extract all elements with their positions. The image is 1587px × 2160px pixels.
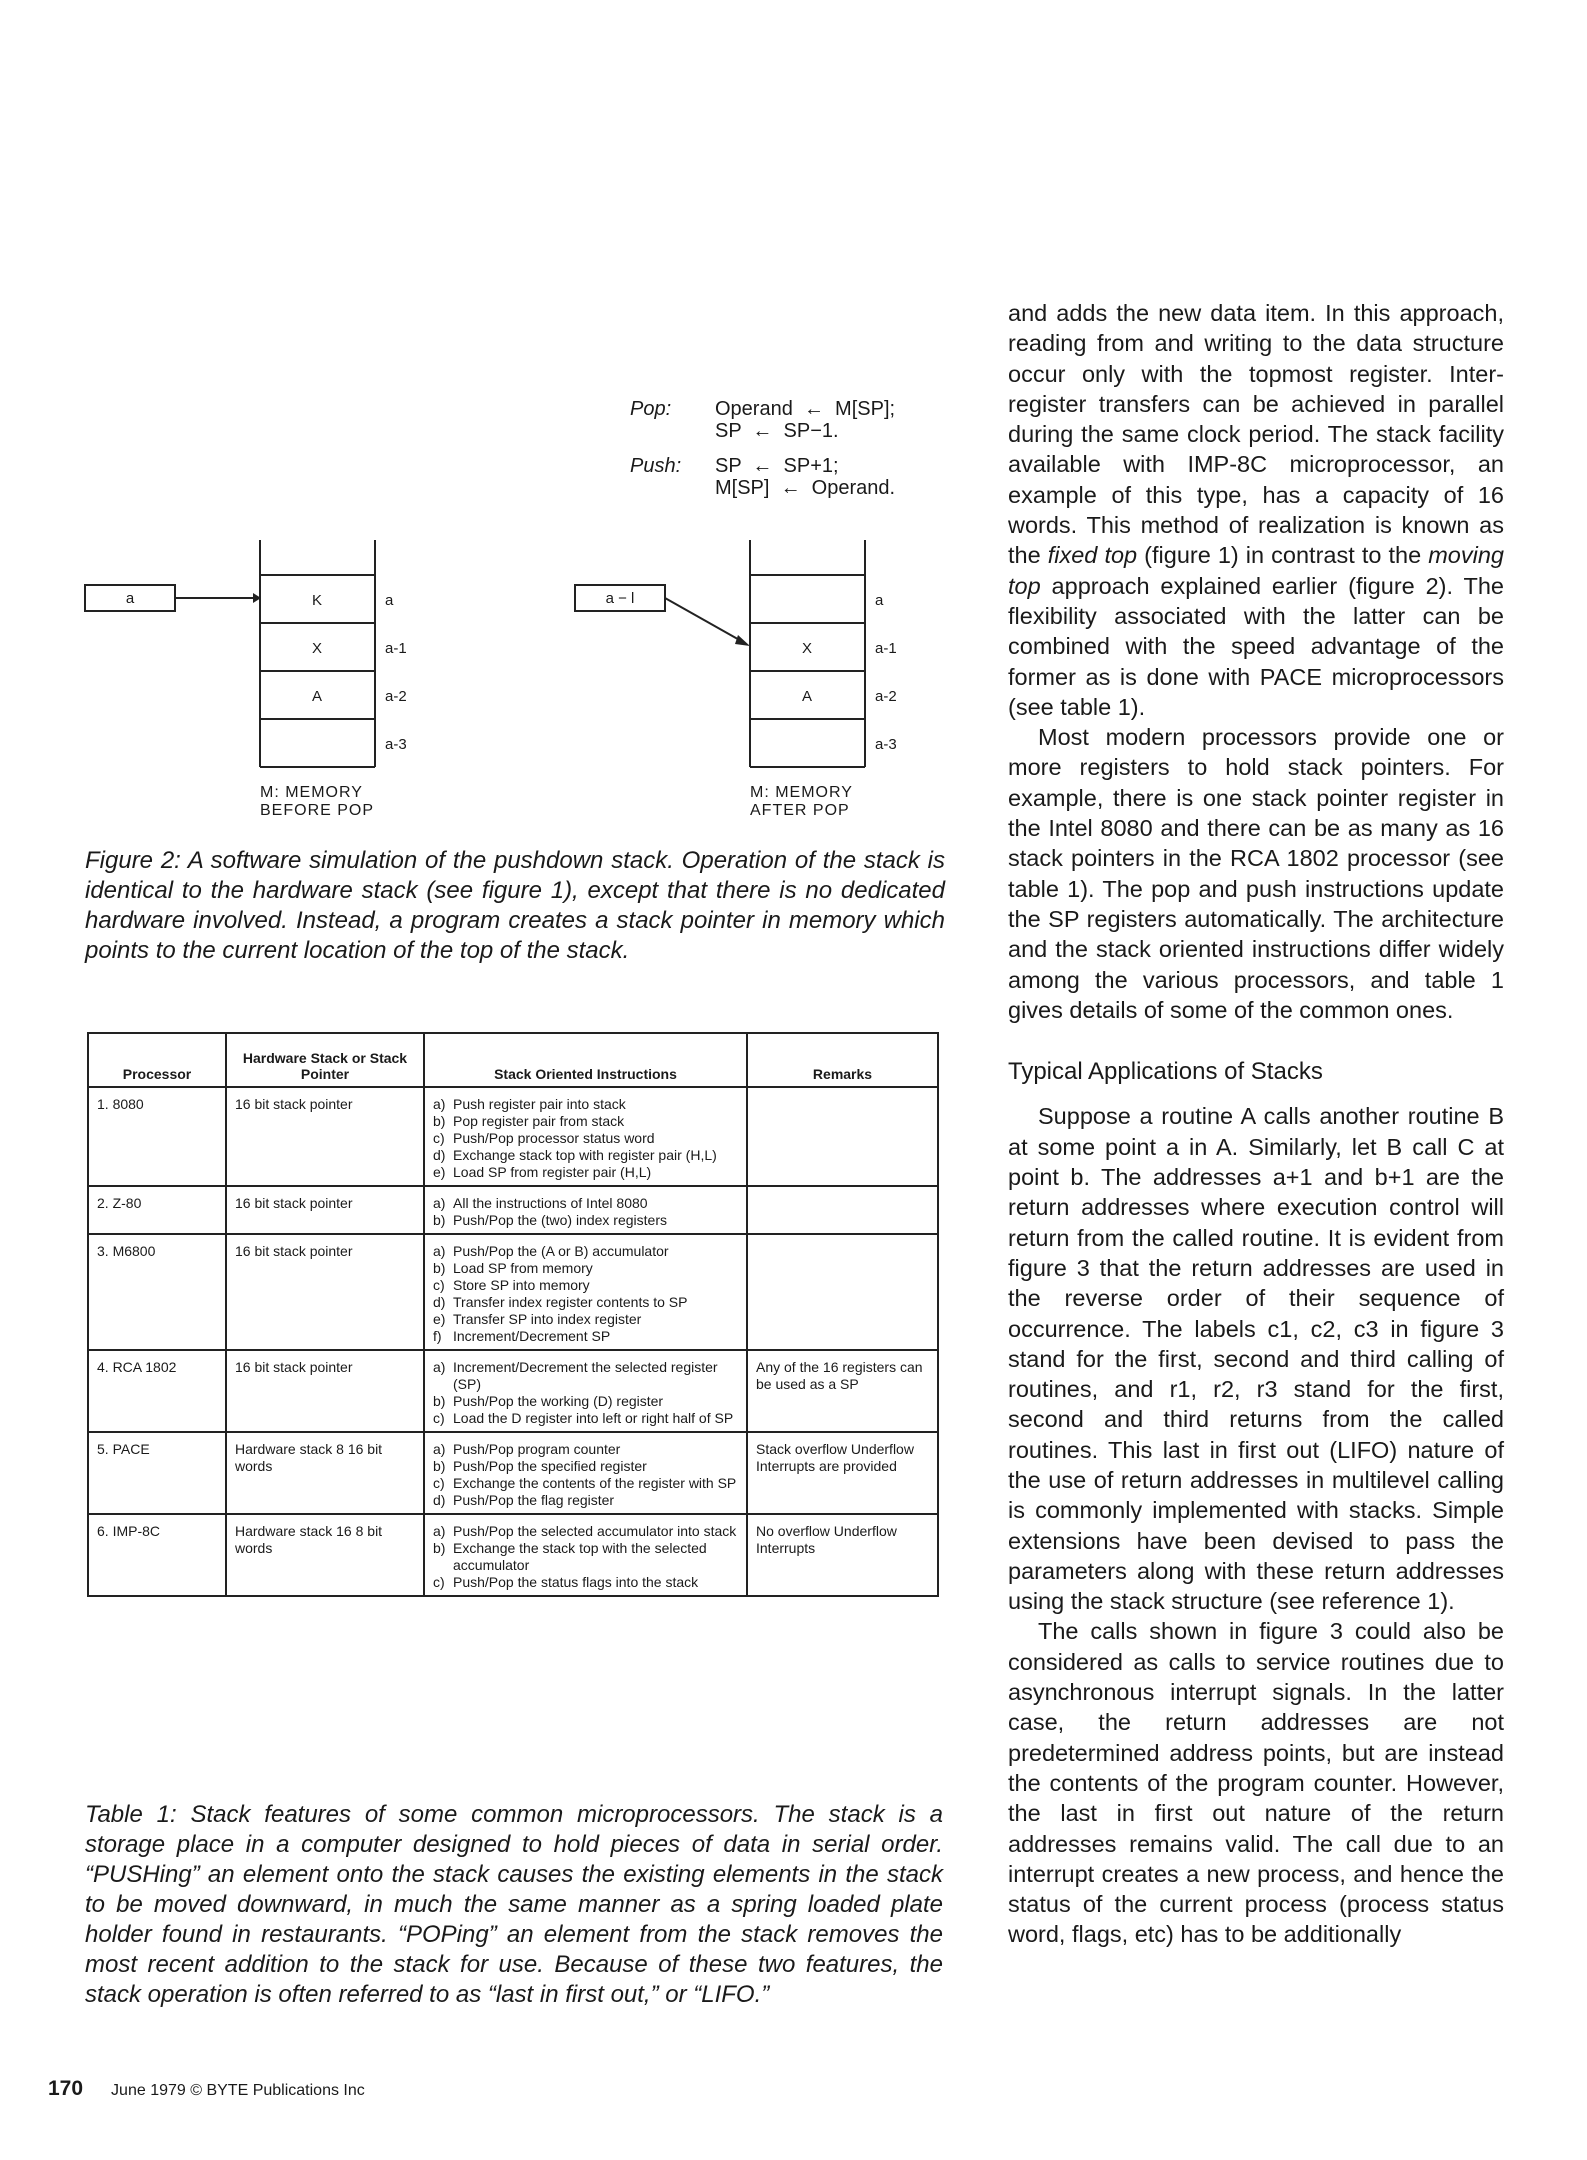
cell-remarks <box>747 1087 938 1186</box>
address-a: a <box>385 592 394 609</box>
instruction-item <box>433 1410 738 1427</box>
instruction-text: Push/Pop the selected accumulator into stack <box>453 1523 737 1539</box>
cell-hardware: Hardware stack 16 8 bit words <box>226 1514 424 1596</box>
header-hardware: Hardware Stack or Stack Pointer <box>226 1033 424 1087</box>
instruction-item <box>433 1195 738 1212</box>
instruction-text: Push/Pop processor status word <box>453 1130 655 1146</box>
instruction-text: Transfer index register contents to SP <box>453 1294 688 1310</box>
instruction-letter: c) <box>433 1277 445 1293</box>
instruction-text: Push/Pop the flag register <box>453 1492 615 1508</box>
instruction-text: Push/Pop the specified register <box>453 1458 647 1474</box>
memory-after-caption: M: MEMORY AFTER POP <box>750 784 853 819</box>
cell-instructions <box>424 1350 747 1432</box>
instruction-text: Load the D register into left or right half of SP <box>453 1410 734 1426</box>
cell-processor: 4. RCA 1802 <box>88 1350 226 1432</box>
header-remarks: Remarks <box>747 1033 938 1087</box>
instruction-letter: b) <box>433 1393 446 1409</box>
table-header-row <box>88 1033 938 1087</box>
instruction-letter: a) <box>433 1243 446 1259</box>
instruction-letter: d) <box>433 1492 446 1508</box>
instruction-item <box>433 1294 738 1311</box>
instruction-letter: c) <box>433 1130 445 1146</box>
table-row <box>88 1350 938 1432</box>
instruction-text: Exchange the contents of the register with SP <box>453 1475 737 1491</box>
instruction-letter: b) <box>433 1540 446 1556</box>
instruction-item <box>433 1243 738 1260</box>
instruction-text: Exchange stack top with register pair (H,L) <box>453 1147 717 1163</box>
instruction-letter: b) <box>433 1212 446 1228</box>
instruction-item <box>433 1523 738 1540</box>
table-row <box>88 1087 938 1186</box>
header-instructions: Stack Oriented Instructions <box>424 1033 747 1087</box>
push-line-1: SP ← SP+1; <box>715 455 839 477</box>
cell-remarks <box>747 1186 938 1234</box>
paragraph-3: Suppose a routine A calls another routine B at some point a in A. Similarly, let B call C at point b. The addresses a+1 and b+1 are the return addresses where execution control will return from the called routine. It is evident from figure 3 that the return addresses are used in the reverse order of their sequence of occurrence. The labels c1, c2, c3 in figure 3 stand for the first, second and third calling of routines, and r1, r2, r3 stand for the first, second and third returns from the called routines. This last in first out (LIFO) nature of the use of return addresses in multilevel calling is commonly implemented with stacks. Simple extensions have been devised to pass the parameters along with these return addresses using the stack structure (see reference 1). <box>1008 1103 1504 1615</box>
instruction-letter: a) <box>433 1359 446 1375</box>
page-number: 170 <box>48 2077 84 2100</box>
table-row <box>88 1514 938 1596</box>
address-a-1: a-1 <box>385 640 407 657</box>
cell-remarks <box>747 1234 938 1350</box>
instruction-item <box>433 1359 738 1393</box>
instruction-text: Push/Pop the status flags into the stack <box>453 1574 699 1590</box>
cell-hardware: 16 bit stack pointer <box>226 1087 424 1186</box>
instruction-text: Transfer SP into index register <box>453 1311 642 1327</box>
instruction-letter: b) <box>433 1113 446 1129</box>
pointer-arrowhead <box>735 635 750 646</box>
cell-processor: 6. IMP-8C <box>88 1514 226 1596</box>
instruction-text: Load SP from memory <box>453 1260 593 1276</box>
instruction-item <box>433 1328 738 1345</box>
cell-remarks: Any of the 16 registers can be used as a SP <box>747 1350 938 1432</box>
instruction-letter: a) <box>433 1195 446 1211</box>
header-processor: Processor <box>88 1033 226 1087</box>
instruction-item <box>433 1458 738 1475</box>
instruction-text: Push register pair into stack <box>453 1096 626 1112</box>
section-heading: Typical Applications of Stacks <box>1008 1058 1323 1086</box>
instruction-letter: a) <box>433 1096 446 1112</box>
pop-line-1: Operand ← M[SP]; <box>715 398 896 420</box>
instruction-item <box>433 1277 738 1294</box>
instruction-item <box>433 1212 738 1229</box>
instruction-item <box>433 1147 738 1164</box>
address-a: a <box>875 592 884 609</box>
right-column-text <box>1008 298 1504 1950</box>
cell-processor: 3. M6800 <box>88 1234 226 1350</box>
cell-instructions <box>424 1432 747 1514</box>
instruction-item <box>433 1164 738 1181</box>
instruction-item <box>433 1540 738 1574</box>
pointer-value: a − l <box>605 590 635 607</box>
instruction-item <box>433 1475 738 1492</box>
instruction-item <box>433 1096 738 1113</box>
instruction-letter: a) <box>433 1523 446 1539</box>
instruction-text: Exchange the stack top with the selected accumulator <box>453 1540 707 1573</box>
paragraph-4: The calls shown in figure 3 could also be considered as calls to service routines due to asynchronous interrupt signals. In the latter case, the return addresses are not predetermined address points, but are instead the contents of the program counter. However, the last in first out nature of the return addresses remains valid. The call due to an interrupt creates a new process, and hence the status of the current process (process status word, flags, etc) has to be additionally <box>1008 1618 1504 1948</box>
memory-before-pop-diagram <box>80 535 440 785</box>
pointer-arrow <box>665 598 743 642</box>
instruction-letter: d) <box>433 1147 446 1163</box>
cell-instructions <box>424 1186 747 1234</box>
instruction-item <box>433 1311 738 1328</box>
instruction-text: Increment/Decrement the selected register (SP) <box>453 1359 718 1392</box>
instruction-item <box>433 1113 738 1130</box>
instruction-letter: f) <box>433 1328 442 1344</box>
instruction-letter: c) <box>433 1574 445 1590</box>
instruction-item <box>433 1574 738 1591</box>
pop-line-2: SP ← SP−1. <box>715 420 839 442</box>
cell-a: A <box>801 688 813 705</box>
pop-label: Pop: <box>630 398 672 420</box>
push-line-2: M[SP] ← Operand. <box>715 477 896 499</box>
instruction-text: Push/Pop the (A or B) accumulator <box>453 1243 669 1259</box>
push-label: Push: <box>630 455 682 477</box>
instruction-item <box>433 1130 738 1147</box>
cell-k: K <box>311 592 323 609</box>
instruction-text: Pop register pair from stack <box>453 1113 625 1129</box>
instruction-text: Push/Pop the working (D) register <box>453 1393 664 1409</box>
memory-after-pop-diagram <box>570 535 930 785</box>
cell-processor: 5. PACE <box>88 1432 226 1514</box>
pointer-value: a <box>125 590 135 607</box>
instruction-letter: a) <box>433 1441 446 1457</box>
instruction-letter: c) <box>433 1475 445 1491</box>
address-a-1: a-1 <box>875 640 897 657</box>
instruction-letter: e) <box>433 1164 446 1180</box>
cell-processor: 2. Z-80 <box>88 1186 226 1234</box>
address-a-2: a-2 <box>385 688 407 705</box>
paragraph-1: and adds the new data item. In this approach, reading from and writing to the data structure occur only with the topmost register. Inter-register transfers can be achieved in parallel during the same clock period. The stack facility available with IMP-8C microprocessor, an example of this type, has a capacity of 16 words. This method of realization is known as the fixed top (figure 1) in contrast to the moving top approach explained earlier (figure 2). The flexibility associated with the latter can be combined with the speed advantage of the former as is done with PACE microprocessors (see table 1). <box>1008 300 1504 720</box>
figure-2-caption: Figure 2: A software simulation of the pushdown stack. Operation of the stack is identical to the hardware stack (see figure 1), except that there is no dedicated hardware involved. Instead, a program creates a stack pointer in memory which points to the current location of the top of the stack. <box>85 847 945 964</box>
cell-hardware: 16 bit stack pointer <box>226 1234 424 1350</box>
cell-x: X <box>801 640 813 657</box>
cell-hardware: 16 bit stack pointer <box>226 1350 424 1432</box>
instruction-item <box>433 1492 738 1509</box>
instruction-text: Push/Pop the (two) index registers <box>453 1212 667 1228</box>
footer-text: June 1979 © BYTE Publications Inc <box>111 2082 365 2099</box>
cell-x: X <box>311 640 323 657</box>
instruction-letter: d) <box>433 1294 446 1310</box>
table-row <box>88 1234 938 1350</box>
cell-a: A <box>311 688 323 705</box>
address-a-3: a-3 <box>875 736 897 753</box>
cell-remarks: No overflow Underflow Interrupts <box>747 1514 938 1596</box>
address-a-3: a-3 <box>385 736 407 753</box>
instruction-text: Store SP into memory <box>453 1277 590 1293</box>
cell-instructions <box>424 1087 747 1186</box>
instruction-letter: c) <box>433 1410 445 1426</box>
instruction-text: All the instructions of Intel 8080 <box>453 1195 648 1211</box>
instruction-item <box>433 1260 738 1277</box>
page-footer <box>48 2077 365 2101</box>
memory-before-caption: M: MEMORY BEFORE POP <box>260 784 375 819</box>
cell-remarks: Stack overflow Underflow Interrupts are provided <box>747 1432 938 1514</box>
cell-processor: 1. 8080 <box>88 1087 226 1186</box>
instruction-text: Load SP from register pair (H,L) <box>453 1164 652 1180</box>
instruction-text: Push/Pop program counter <box>453 1441 621 1457</box>
paragraph-2: Most modern processors provide one or more registers to hold stack pointers. For example, there is one stack pointer register in the Intel 8080 and there can be as many as 16 stack pointers in the RCA 1802 processor (see table 1). The pop and push instructions update the SP registers automatically. The architecture and the stack oriented instructions differ widely among the various processors, and table 1 gives details of some of the common ones. <box>1008 724 1504 1023</box>
table-row <box>88 1432 938 1514</box>
table-row <box>88 1186 938 1234</box>
cell-hardware: 16 bit stack pointer <box>226 1186 424 1234</box>
instruction-item <box>433 1393 738 1410</box>
table-1-caption: Table 1: Stack features of some common microprocessors. The stack is a storage place in a computer designed to hold pieces of data in serial order. “PUSHing” an element onto the stack causes the existing elements in the stack to be moved downward, in much the same manner as a spring loaded plate holder found in restaurants. “POPing” an element from the stack removes the most recent addition to the stack for use. Because of these two features, the stack operation is often referred to as “last in first out,” or “LIFO.” <box>85 1801 943 2008</box>
instruction-item <box>433 1441 738 1458</box>
instruction-letter: e) <box>433 1311 446 1327</box>
address-a-2: a-2 <box>875 688 897 705</box>
instruction-letter: b) <box>433 1260 446 1276</box>
instruction-text: Increment/Decrement SP <box>453 1328 611 1344</box>
stack-features-table <box>87 1032 939 1597</box>
instruction-letter: b) <box>433 1458 446 1474</box>
cell-instructions <box>424 1514 747 1596</box>
cell-hardware: Hardware stack 8 16 bit words <box>226 1432 424 1514</box>
cell-instructions <box>424 1234 747 1350</box>
